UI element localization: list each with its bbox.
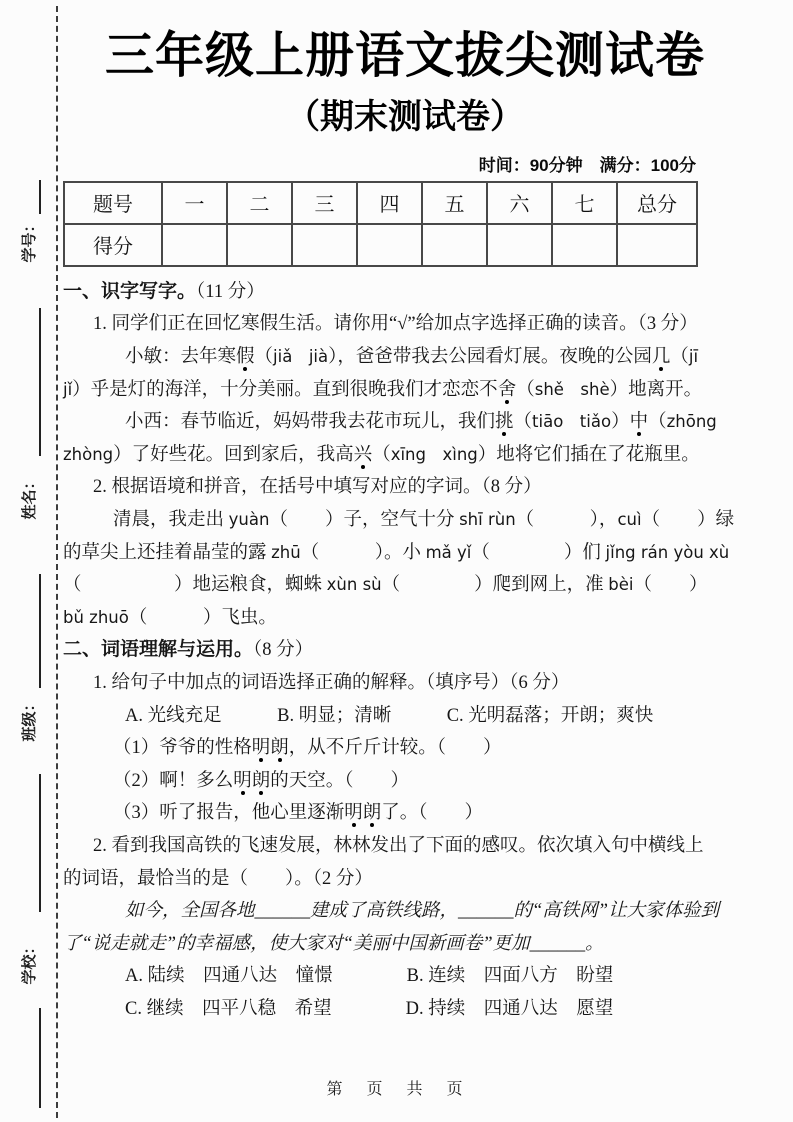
pinyin-text: bèi — [608, 575, 634, 595]
score-note: （11 分） — [196, 281, 265, 302]
pinyin-text: zhū — [271, 542, 301, 562]
emphasis-dot-char: 中 — [629, 412, 649, 433]
score-table-header-cell: 三 — [292, 182, 357, 224]
text-span: C. 继续 四平八稳 希望 D. 持续 四通八达 愿望 — [125, 998, 614, 1019]
text-span: ）地将它们插在了花瓶里。 — [477, 444, 700, 465]
q3-item-3 — [63, 797, 747, 830]
margin-label-school: 学校： — [21, 939, 38, 985]
q4-passage-1 — [63, 895, 747, 928]
emphasis-dot-char: 明 — [233, 770, 252, 791]
pinyin-text: yuàn — [228, 510, 270, 530]
pinyin-text: jǐng rán yòu xù — [605, 542, 730, 562]
text-span: 的天空。（ ） — [270, 770, 410, 791]
text-span: 1. 同学们正在回忆寒假生活。请你用“√”给加点字选择正确的读音。（3 分） — [93, 314, 698, 335]
score-table-header-cell: 六 — [487, 182, 552, 224]
pinyin-text: zhòng — [63, 444, 114, 464]
text-span: （ ）子，空气十分 — [269, 510, 460, 531]
section-2-heading — [63, 634, 747, 667]
q2-passage-4 — [63, 602, 747, 635]
q4-stem-2 — [63, 863, 747, 896]
q1-stem — [63, 308, 747, 341]
text-span: （ ）绿 — [641, 510, 735, 531]
pinyin-text: bǔ zhuō — [63, 607, 129, 627]
score-cell — [162, 224, 227, 266]
pinyin-text: xùn sù — [326, 575, 382, 595]
margin-label-class: 班级： — [21, 696, 38, 742]
text-span: 2. 看到我国高铁的飞速发展，林林发出了下面的感叹。依次填入句中横线上 — [93, 835, 704, 856]
score-cell — [552, 224, 617, 266]
text-span: ）乎是灯的海洋，十分美丽。直到很晚我们才恋恋不 — [72, 379, 498, 400]
score-cell — [357, 224, 422, 266]
q4-stem-1 — [63, 830, 747, 863]
q1-passage-xiaomin-2 — [63, 374, 747, 407]
text-span: （ — [648, 412, 667, 433]
text-span: ）了好些花。回到家后，我高 — [113, 444, 354, 465]
score-table-header-cell: 四 — [357, 182, 422, 224]
text-span: （ ）。小 — [300, 542, 426, 563]
text-span: （ ）地运粮食，蜘蛛 — [63, 575, 327, 596]
page-footer: 第 页 共 页 — [326, 1081, 467, 1098]
q2-passage-3 — [63, 569, 747, 602]
name-blank-line — [39, 308, 41, 456]
text-span: （ ）们 — [471, 542, 606, 563]
q4-options-cd — [63, 993, 747, 1026]
text-span: （ ）飞虫。 — [128, 607, 277, 628]
text-span: 的词语，最恰当的是（ ）。（2 分） — [63, 868, 373, 889]
text-span: 2. 根据语境和拼音，在括号中填写对应的字词。（8 分） — [93, 477, 542, 498]
score-cell — [487, 224, 552, 266]
emphasis-dot-char: 明 — [344, 803, 363, 824]
text-span: （ — [372, 444, 391, 465]
score-table-header-cell: 二 — [227, 182, 292, 224]
section-1-heading — [63, 276, 747, 309]
score-table — [63, 181, 698, 267]
text-span: 一、识字写字。 — [63, 280, 197, 302]
class-blank-line — [39, 574, 41, 688]
school-blank-line — [39, 774, 41, 912]
text-span: ）地离开。 — [609, 379, 703, 400]
text-span: 了。（ ） — [381, 803, 484, 824]
text-span: （3）听了报告，他心里逐渐 — [113, 803, 345, 824]
emphasis-dot-char: 明 — [251, 738, 271, 759]
score-table-header-cell: 一 — [162, 182, 227, 224]
pinyin-text: zhōng — [666, 412, 717, 432]
text-span: 清晨，我走出 — [113, 510, 229, 531]
q2-passage-1 — [63, 504, 747, 537]
text-span: （1）爷爷的性格 — [113, 738, 252, 759]
text-span: ） — [611, 412, 630, 433]
margin-label-student-id: 学号： — [21, 217, 38, 263]
q1-passage-xiaoxi-2 — [63, 439, 747, 472]
text-span: （ ）， — [515, 510, 618, 531]
score-row-label: 得分 — [64, 224, 162, 266]
score-table-score-row — [64, 224, 697, 266]
q2-stem — [63, 471, 747, 504]
text-span: （2）啊！多么 — [113, 770, 234, 791]
pinyin-text: mǎ yǐ — [425, 542, 472, 562]
emphasis-dot-char: 舍 — [497, 379, 517, 400]
text-span: 的草尖上还挂着晶莹的露 — [63, 542, 272, 563]
pinyin-text: jī — [688, 347, 699, 367]
text-span: （ ） — [633, 575, 708, 596]
q1-passage-xiaoxi — [63, 406, 747, 439]
text-span: ），爸爸带我去公园看灯展。夜晚的公园 — [328, 347, 652, 368]
text-span: （ — [513, 412, 533, 433]
q2-passage-2 — [63, 537, 747, 570]
text-span: 二、词语理解与运用。 — [63, 639, 254, 661]
score-table-header-cell: 七 — [552, 182, 617, 224]
q3-choices — [63, 700, 747, 733]
emphasis-dot-char: 挑 — [495, 412, 514, 433]
paper-content — [63, 24, 747, 1026]
score-cell — [617, 224, 697, 266]
pinyin-text: shě shè — [534, 379, 610, 399]
pinyin-text: tiāo tiǎo — [532, 412, 612, 432]
score-cell — [227, 224, 292, 266]
text-span: （ ）爬到网上，准 — [381, 575, 609, 596]
q1-passage-xiaomin — [63, 341, 747, 374]
score-note: （8 分） — [253, 640, 314, 661]
emphasis-dot-char: 朗 — [251, 770, 271, 791]
paper-subtitle: （期末测试卷） — [286, 97, 524, 136]
text-span: 1. 给句子中加点的词语选择正确的解释。（填序号）（6 分） — [93, 672, 570, 693]
text-span: （ — [254, 347, 274, 368]
text-span: ，从不斤斤计较。（ ） — [288, 738, 502, 759]
content-lines — [63, 276, 747, 1026]
q3-item-2 — [63, 765, 747, 798]
text-span: 小西：春节临近，妈妈带我去花市玩儿，我们 — [125, 412, 496, 433]
emphasis-dot-char: 朗 — [362, 803, 382, 824]
text-span: A. 光线充足 B. 明显；清晰 C. 光明磊落；开朗；爽快 — [125, 705, 654, 726]
q4-passage-2 — [63, 928, 747, 961]
text-span: （ — [670, 347, 689, 368]
emphasis-dot-char: 朗 — [270, 738, 289, 759]
paper-title: 三年级上册语文拔尖测试卷 — [104, 29, 705, 83]
emphasis-dot-char: 假 — [236, 347, 255, 368]
pinyin-text: xīng xìng — [390, 444, 478, 464]
pinyin-text: cuì — [617, 510, 642, 530]
pinyin-text: shī rùn — [459, 510, 516, 530]
score-table-header-cell: 总分 — [617, 182, 697, 224]
emphasis-dot-char: 兴 — [353, 444, 373, 465]
score-cell — [292, 224, 357, 266]
score-table-header-cell: 五 — [422, 182, 487, 224]
q4-options-ab — [63, 960, 747, 993]
pinyin-text: jiǎ jià — [273, 347, 329, 367]
pinyin-text: jǐ — [63, 379, 73, 399]
text-span: 了“说走就走”的幸福感，使大家对“美丽中国新画卷”更加______。 — [63, 933, 604, 954]
score-table-header-cell: 题号 — [64, 182, 162, 224]
text-span: 如今，全国各地______建成了高铁线路，______的“高铁网”让大家体验到 — [125, 901, 720, 922]
time-and-score-info: 时间：90分钟 满分：100分 — [478, 155, 696, 175]
q3-stem — [63, 667, 747, 700]
score-table-header-row — [64, 182, 697, 224]
score-cell — [422, 224, 487, 266]
text-span: （ — [516, 379, 535, 400]
emphasis-dot-char: 几 — [651, 347, 671, 368]
text-span: 小敏：去年寒 — [125, 347, 237, 368]
q3-item-1 — [63, 732, 747, 765]
fold-cut-dashed-line — [56, 6, 58, 1118]
text-span: A. 陆续 四通八达 憧憬 B. 连续 四面八方 盼望 — [125, 966, 614, 987]
margin-label-name: 姓名： — [21, 474, 38, 520]
